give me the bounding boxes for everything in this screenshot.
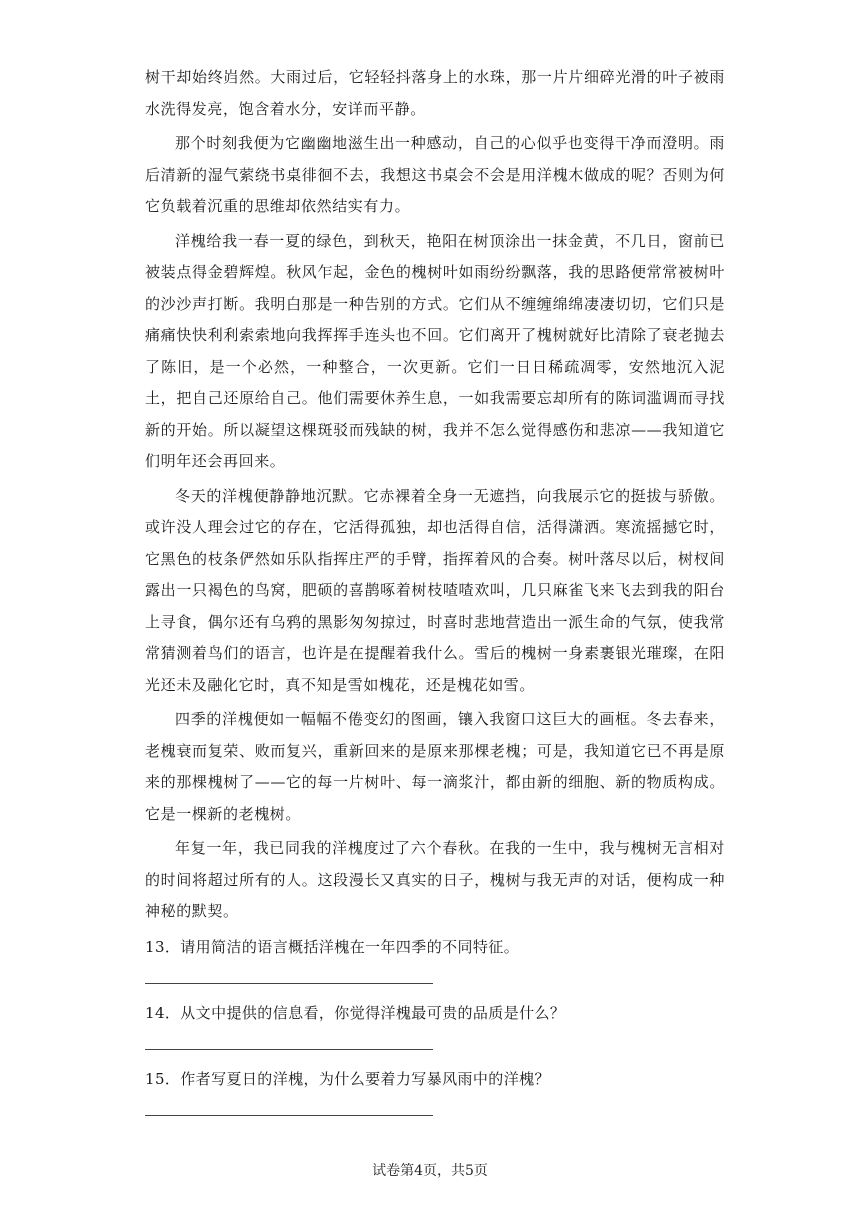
passage-paragraph-2: 那个时刻我便为它幽幽地滋生出一种感动，自己的心似乎也变得干净而澄明。雨后清新的湿气萦绕书桌徘徊不去，我想这书桌会不会是用洋槐木做成的呢？否则为何它负载着沉重的思维却依然结实有力。 — [145, 134, 725, 215]
passage-paragraph-3: 洋槐给我一春一夏的绿色，到秋天，艳阳在树顶涂出一抹金黄，不几日，窗前已被装点得金碧辉煌。秋风乍起，金色的槐树叶如雨纷纷飘落，我的思路便常常被树叶的沙沙声打断。我明白那是一种告别的方式。它们从不缠缠绵绵凄凄切切，它们只是痛痛快快利利索索地向我挥挥手连头也不回。它们离开了槐树就好比清除了衰老抛去了陈旧，是一个必然，一种整合，一次更新。它们一日日稀疏凋零，安然地沉入泥土，把自己还原给自己。他们需要休养生息，一如我需要忘却所有的陈词滥调而寻找新的开始。所以凝望这棵斑驳而残缺的树，我并不怎么觉得感伤和悲凉——我知道它们明年还会再回来。 — [145, 231, 725, 470]
question-13 — [145, 932, 725, 984]
answer-line-14[interactable] — [145, 1049, 433, 1050]
passage-paragraph-5: 四季的洋槐便如一幅幅不倦变幻的图画，镶入我窗口这巨大的画框。冬去春来，老槐衰而复荣、败而复兴，重新回来的是原来那棵老槐；可是，我知道它已不再是原来的那棵槐树了——它的每一片树叶、每一滴浆汁，都由新的细胞、新的物质构成。它是一棵新的老槐树。 — [145, 710, 725, 823]
question-13-text: 13．请用简洁的语言概括洋槐在一年四季的不同特征。 — [145, 937, 520, 956]
question-15 — [145, 1064, 725, 1116]
question-14 — [145, 998, 725, 1050]
question-14-text: 14．从文中提供的信息看，你觉得洋槐最可贵的品质是什么？ — [145, 1003, 566, 1022]
passage-paragraph-6: 年复一年，我已同我的洋槐度过了六个春秋。在我的一生中，我与槐树无言相对的时间将超过所有的人。这段漫长又真实的日子，槐树与我无声的对话，便构成一种神秘的默契。 — [145, 839, 725, 920]
reading-passage — [145, 62, 725, 1130]
passage-paragraph-4: 冬天的洋槐便静静地沉默。它赤裸着全身一无遮挡，向我展示它的挺拔与骄傲。或许没人理会过它的存在，它活得孤独，却也活得自信，活得潇洒。寒流摇撼它时，它黑色的枝条俨然如乐队指挥庄严的手臂，指挥着风的合奏。树叶落尽以后，树杈间露出一只褐色的鸟窝，肥硕的喜鹊啄着树枝喳喳欢叫，几只麻雀飞来飞去到我的阳台上寻食，偶尔还有乌鸦的黑影匆匆掠过，时喜时悲地营造出一派生命的气氛，使我常常猜测着鸟们的语言，也许是在提醒着我什么。雪后的槐树一身素裹银光璀璨，在阳光还未及融化它时，真不知是雪如槐花，还是槐花如雪。 — [145, 486, 725, 694]
page-footer: 试卷第4页，共5页 — [372, 1163, 488, 1179]
passage-paragraph-1: 树干却始终岿然。大雨过后，它轻轻抖落身上的水珠，那一片片细碎光滑的叶子被雨水洗得发亮，饱含着水分，安详而平静。 — [145, 68, 725, 118]
question-15-text: 15．作者写夏日的洋槐，为什么要着力写暴风雨中的洋槐？ — [145, 1069, 550, 1088]
answer-line-15[interactable] — [145, 1115, 433, 1116]
answer-line-13[interactable] — [145, 983, 433, 984]
